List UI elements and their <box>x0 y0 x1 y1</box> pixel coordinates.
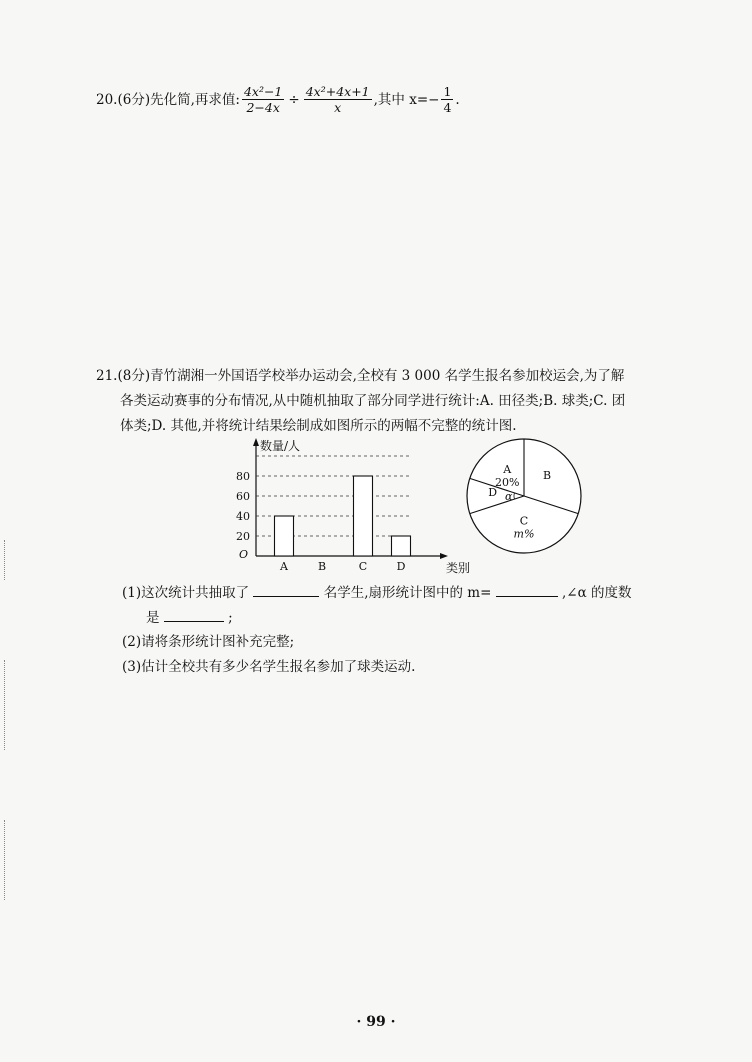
q21-line-3: 体类;D. 其他,并将统计结果绘制成如图所示的两幅不完整的统计图. <box>120 418 517 434</box>
q21-line-1: 21.(8分)青竹湖湘一外国语学校举办运动会,全校有 3 000 名学生报名参加校运会,为了解 <box>96 368 625 384</box>
q21-sub1-text-b: 名学生,扇形统计图中的 m= <box>323 585 492 601</box>
q21-sub1-text-c: ,∠α 的度数 <box>562 585 632 601</box>
q20-frac1-denominator: 2−4x <box>246 100 280 115</box>
pie-chart <box>467 439 581 553</box>
q20-where-clause: ,其中 x=− <box>373 91 440 108</box>
pie-slice-label: A <box>503 462 512 476</box>
q20-frac2-numerator: 4x²+4x+1 <box>305 84 370 99</box>
y-tick-label: 20 <box>236 530 250 543</box>
q21-sub-1 <box>122 582 632 603</box>
binding-edge-mark <box>4 820 6 900</box>
pie-slice-label: C <box>519 514 529 528</box>
page-number: · 99 · <box>356 1014 396 1030</box>
x-tick-label: A <box>280 560 288 573</box>
y-axis-label: 数量/人 <box>260 439 301 453</box>
bar-chart <box>236 438 470 575</box>
q20-label: 20.(6分)先化简,再求值: <box>96 91 240 108</box>
x-axis-label: 类别 <box>446 561 471 575</box>
q21-sub1-text-d: 是 <box>146 610 160 626</box>
q21-sub-1-cont <box>146 607 233 628</box>
x-tick-label: B <box>317 560 327 573</box>
answer-blank-3[interactable] <box>164 607 224 622</box>
q21-sub-2: (2)请将条形统计图补充完整; <box>122 634 295 650</box>
q21-line-2: 各类运动赛事的分布情况,从中随机抽取了部分同学进行统计:A. 田径类;B. 球类;C. 团 <box>120 393 626 409</box>
y-axis-arrow <box>253 438 259 446</box>
binding-edge-mark <box>4 660 6 750</box>
q20-frac2-denominator: x <box>334 100 342 115</box>
pie-slice-value: 20% <box>495 475 520 489</box>
pie-slice-value: m% <box>513 527 535 541</box>
q20-x-denominator: 4 <box>443 100 452 115</box>
origin-label: O <box>238 548 248 561</box>
q21-sub-3: (3)估计全校共有多少名学生报名参加了球类运动. <box>122 659 416 675</box>
y-tick-label: 80 <box>236 470 250 483</box>
q20-divide-sign: ÷ <box>288 91 300 108</box>
y-tick-label: 40 <box>236 510 250 523</box>
answer-blank-2[interactable] <box>496 582 558 597</box>
y-tick-label: 60 <box>236 490 250 503</box>
x-tick-label: D <box>396 560 406 573</box>
pie-slice-label: D <box>488 486 498 499</box>
bar <box>275 516 294 556</box>
bar <box>354 476 373 556</box>
pie-slice-label: B <box>543 469 552 483</box>
q20-x-numerator: 1 <box>443 84 452 99</box>
binding-edge-mark <box>4 540 6 580</box>
q20-frac1-numerator: 4x²−1 <box>243 84 283 99</box>
q21-sub1-text-e: ; <box>228 610 233 626</box>
q20-end: . <box>455 91 460 108</box>
answer-blank-1[interactable] <box>253 582 319 597</box>
q21-sub1-text-a: (1)这次统计共抽取了 <box>122 585 250 601</box>
x-axis-arrow <box>440 553 448 559</box>
x-tick-label: C <box>358 560 368 573</box>
angle-label: α <box>505 490 513 503</box>
bar <box>392 536 411 556</box>
